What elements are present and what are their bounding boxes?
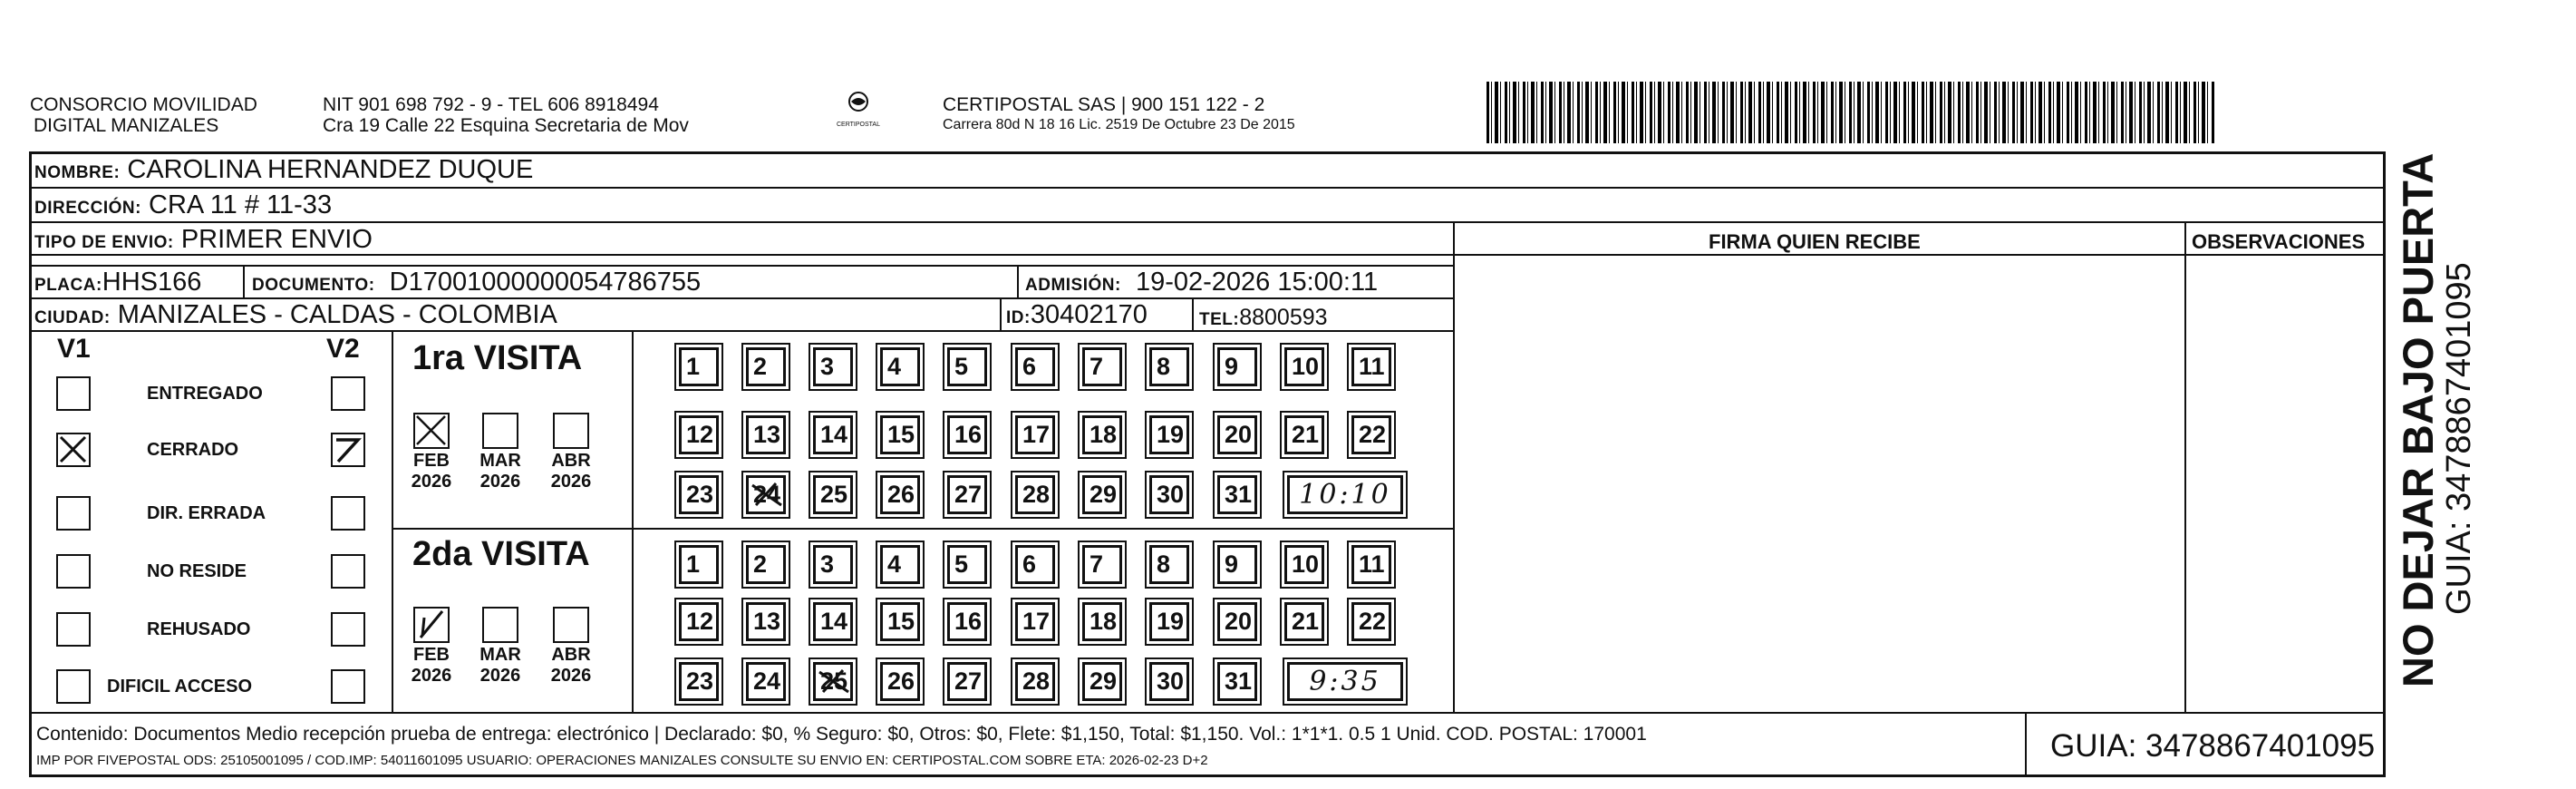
day-checkbox[interactable]: 26 bbox=[880, 662, 920, 701]
day-checkbox[interactable]: 21 bbox=[1284, 602, 1324, 641]
tel-value: 8800593 bbox=[1239, 305, 1328, 330]
day-checkbox[interactable]: 25 bbox=[813, 475, 853, 514]
day-checkbox[interactable]: 4 bbox=[880, 545, 920, 584]
day-checkbox[interactable]: 6 bbox=[1015, 347, 1055, 386]
day-checkbox[interactable]: 8 bbox=[1149, 347, 1189, 386]
cross-mark-icon bbox=[58, 434, 88, 464]
handwritten-mark-icon bbox=[749, 478, 785, 512]
day-checkbox[interactable]: 16 bbox=[947, 415, 987, 454]
day-checkbox[interactable]: 19 bbox=[1149, 415, 1189, 454]
ciudad-label: CIUDAD: bbox=[34, 308, 111, 327]
month-name: MAR bbox=[479, 451, 521, 471]
status-option-label: CERRADO bbox=[147, 440, 239, 460]
day-checkbox[interactable]: 20 bbox=[1217, 602, 1257, 641]
tel-label: TEL: bbox=[1199, 310, 1240, 329]
month-name: ABR bbox=[551, 451, 591, 471]
company-name-line1: CONSORCIO MOVILIDAD bbox=[30, 94, 257, 115]
month-label bbox=[544, 645, 598, 687]
day-checkbox[interactable]: 7 bbox=[1082, 545, 1122, 584]
handwritten-time: 9:35 bbox=[1309, 666, 1381, 697]
status-option-label: DIR. ERRADA bbox=[147, 503, 266, 523]
day-checkbox[interactable]: 8 bbox=[1149, 545, 1189, 584]
v1-checkbox[interactable] bbox=[56, 669, 91, 704]
v2-checkbox[interactable] bbox=[331, 612, 365, 647]
tipo-envio-label: TIPO DE ENVIO: bbox=[34, 233, 174, 252]
direccion-label: DIRECCIÓN: bbox=[34, 199, 141, 218]
status-option-label: REHUSADO bbox=[147, 619, 251, 639]
day-checkbox[interactable]: 20 bbox=[1217, 415, 1257, 454]
day-checkbox[interactable]: 9 bbox=[1217, 347, 1257, 386]
day-checkbox[interactable]: 9 bbox=[1217, 545, 1257, 584]
admision-label: ADMISIÓN: bbox=[1025, 276, 1121, 295]
v2-checkbox[interactable] bbox=[331, 669, 365, 704]
nombre-label: NOMBRE: bbox=[34, 163, 121, 182]
footer-content-line: Contenido: Documentos Medio recepción prueba de entrega: electrónico | Declarado: $0, % Seguro: $0, Otros: $0, Flete: $1,150, Total: $1,150. Vol.: 1*1*1. 0.5 1 Unid. COD. POSTAL: 170001 bbox=[36, 724, 1647, 745]
day-checkbox[interactable]: 12 bbox=[679, 602, 719, 641]
day-checkbox[interactable]: 12 bbox=[679, 415, 719, 454]
day-checkbox[interactable]: 22 bbox=[1351, 415, 1391, 454]
nombre-field bbox=[34, 154, 533, 189]
v1-checkbox[interactable] bbox=[56, 433, 91, 467]
handwritten-time: 10:10 bbox=[1299, 479, 1391, 511]
documento-value: D17001000000054786755 bbox=[389, 268, 702, 297]
month-year: 2026 bbox=[411, 472, 452, 492]
day-checkbox[interactable]: 25 bbox=[813, 662, 853, 701]
month-checkbox[interactable] bbox=[553, 413, 589, 449]
firma-header: FIRMA QUIEN RECIBE bbox=[1709, 230, 1921, 253]
col-line bbox=[2184, 221, 2186, 712]
col-line bbox=[392, 330, 393, 712]
admision-value: 19-02-2026 15:00:11 bbox=[1135, 268, 1379, 297]
day-checkbox[interactable]: 3 bbox=[813, 347, 853, 386]
company-name-line2: DIGITAL MANIZALES bbox=[34, 115, 219, 136]
month-label bbox=[404, 645, 459, 687]
col-line bbox=[243, 265, 245, 297]
cross-mark-icon bbox=[415, 414, 447, 446]
nombre-value: CAROLINA HERNANDEZ DUQUE bbox=[127, 155, 534, 184]
ciudad-value: MANIZALES - CALDAS - COLOMBIA bbox=[117, 300, 557, 329]
col-line bbox=[2025, 712, 2027, 777]
status-option-label: ENTREGADO bbox=[147, 384, 263, 404]
month-year: 2026 bbox=[479, 666, 521, 686]
v1-header: V1 bbox=[57, 334, 91, 364]
slash-mark-icon bbox=[415, 609, 447, 640]
address-line: Cra 19 Calle 22 Esquina Secretaria de Mov bbox=[323, 115, 689, 136]
day-checkbox[interactable]: 24 bbox=[746, 475, 786, 514]
month-checkbox[interactable] bbox=[482, 413, 518, 449]
day-checkbox[interactable]: 3 bbox=[813, 545, 853, 584]
day-checkbox[interactable]: 27 bbox=[947, 662, 987, 701]
day-checkbox[interactable]: 10 bbox=[1284, 347, 1324, 386]
col-line bbox=[632, 330, 634, 712]
handwritten-time-box bbox=[1287, 662, 1403, 701]
month-checkbox[interactable] bbox=[482, 607, 518, 643]
day-checkbox[interactable]: 2 bbox=[746, 545, 786, 584]
side-warning: NO DEJAR BAJO PUERTA bbox=[2394, 152, 2442, 687]
day-checkbox[interactable]: 11 bbox=[1351, 545, 1391, 584]
row-line bbox=[29, 712, 2386, 714]
month-label bbox=[544, 451, 598, 492]
month-year: 2026 bbox=[479, 472, 521, 492]
v1-checkbox[interactable] bbox=[56, 376, 91, 411]
v1-checkbox[interactable] bbox=[56, 612, 91, 647]
col-line bbox=[1000, 297, 1002, 330]
id-field bbox=[1006, 299, 1148, 334]
day-checkbox[interactable]: 13 bbox=[746, 602, 786, 641]
day-checkbox[interactable]: 7 bbox=[1082, 347, 1122, 386]
day-checkbox[interactable]: 6 bbox=[1015, 545, 1055, 584]
day-checkbox[interactable]: 24 bbox=[746, 662, 786, 701]
day-checkbox[interactable]: 29 bbox=[1082, 662, 1122, 701]
footer-print-line: IMP POR FIVEPOSTAL ODS: 25105001095 / COD.IMP: 54011601095 USUARIO: OPERACIONES MANIZALES CONSULTE SU ENVIO EN: CERTIPOSTAL.COM SOBRE ETA: 2026-02-23 D+2 bbox=[36, 753, 1208, 768]
placa-label: PLACA: bbox=[34, 276, 102, 295]
month-checkbox[interactable] bbox=[413, 607, 450, 643]
month-checkbox[interactable] bbox=[413, 413, 450, 449]
certipostal-logo-icon bbox=[831, 87, 886, 141]
day-checkbox[interactable]: 18 bbox=[1082, 602, 1122, 641]
placa-field bbox=[34, 267, 201, 301]
first-visit-title: 1ra VISITA bbox=[412, 339, 583, 377]
documento-label: DOCUMENTO: bbox=[252, 276, 375, 295]
month-name: FEB bbox=[413, 451, 450, 471]
observaciones-header: OBSERVACIONES bbox=[2192, 230, 2366, 253]
month-checkbox[interactable] bbox=[553, 607, 589, 643]
v2-header: V2 bbox=[326, 334, 360, 364]
day-checkbox[interactable]: 30 bbox=[1149, 662, 1189, 701]
license-line: Carrera 80d N 18 16 Lic. 2519 De Octubre 23 De 2015 bbox=[943, 117, 1295, 132]
month-label bbox=[404, 451, 459, 492]
day-checkbox[interactable]: 14 bbox=[813, 415, 853, 454]
day-checkbox[interactable]: 11 bbox=[1351, 347, 1391, 386]
guide-frame bbox=[29, 151, 2386, 777]
id-value: 30402170 bbox=[1030, 300, 1148, 329]
day-checkbox[interactable]: 31 bbox=[1217, 662, 1257, 701]
direccion-value: CRA 11 # 11-33 bbox=[149, 190, 333, 219]
day-checkbox[interactable]: 21 bbox=[1284, 415, 1324, 454]
month-name: MAR bbox=[479, 645, 521, 665]
certipostal-line: CERTIPOSTAL SAS | 900 151 122 - 2 bbox=[943, 94, 1265, 115]
month-label bbox=[473, 451, 528, 492]
day-checkbox[interactable]: 13 bbox=[746, 415, 786, 454]
col-line bbox=[1017, 265, 1019, 297]
documento-field bbox=[252, 267, 701, 301]
day-checkbox[interactable]: 28 bbox=[1015, 475, 1055, 514]
tipo-envio-value: PRIMER ENVIO bbox=[180, 225, 373, 254]
v2-checkbox[interactable] bbox=[331, 376, 365, 411]
month-year: 2026 bbox=[550, 666, 592, 686]
day-checkbox[interactable]: 14 bbox=[813, 602, 853, 641]
status-option-label: DIFICIL ACCESO bbox=[107, 677, 253, 696]
day-checkbox[interactable]: 16 bbox=[947, 602, 987, 641]
day-checkbox[interactable]: 15 bbox=[880, 602, 920, 641]
v1-checkbox[interactable] bbox=[56, 496, 91, 531]
logo-text: CERTIPOSTAL bbox=[837, 122, 880, 128]
side-guia: GUIA: 3478867401095 bbox=[2440, 262, 2478, 615]
id-label: ID: bbox=[1006, 308, 1031, 327]
day-checkbox[interactable]: 5 bbox=[947, 545, 987, 584]
placa-value: HHS166 bbox=[102, 268, 202, 297]
month-name: ABR bbox=[551, 645, 591, 665]
tipo-envio-field bbox=[34, 224, 373, 258]
v2-checkbox[interactable] bbox=[331, 433, 365, 467]
day-checkbox[interactable]: 2 bbox=[746, 347, 786, 386]
certipostal-logo bbox=[831, 87, 886, 141]
ciudad-field bbox=[34, 299, 557, 334]
month-year: 2026 bbox=[411, 666, 452, 686]
v2-checkbox[interactable] bbox=[331, 554, 365, 589]
status-option-label: NO RESIDE bbox=[147, 561, 247, 581]
day-checkbox[interactable]: 4 bbox=[880, 347, 920, 386]
day-checkbox[interactable]: 23 bbox=[679, 475, 719, 514]
month-year: 2026 bbox=[550, 472, 592, 492]
nit-line: NIT 901 698 792 - 9 - TEL 606 8918494 bbox=[323, 94, 659, 115]
direccion-field bbox=[34, 190, 332, 224]
day-checkbox[interactable]: 5 bbox=[947, 347, 987, 386]
day-checkbox[interactable]: 31 bbox=[1217, 475, 1257, 514]
handwritten-mark-icon bbox=[816, 665, 852, 699]
day-checkbox[interactable]: 15 bbox=[880, 415, 920, 454]
day-checkbox[interactable]: 23 bbox=[679, 662, 719, 701]
slash-mark-icon bbox=[333, 434, 363, 464]
second-visit-title: 2da VISITA bbox=[412, 535, 590, 573]
day-checkbox[interactable]: 17 bbox=[1015, 602, 1055, 641]
tel-field bbox=[1199, 302, 1328, 336]
day-checkbox[interactable]: 1 bbox=[679, 545, 719, 584]
admision-field bbox=[1025, 267, 1378, 301]
day-checkbox[interactable]: 19 bbox=[1149, 602, 1189, 641]
day-checkbox[interactable]: 30 bbox=[1149, 475, 1189, 514]
barcode bbox=[1487, 82, 2216, 143]
day-checkbox[interactable]: 17 bbox=[1015, 415, 1055, 454]
handwritten-time-box bbox=[1287, 475, 1403, 514]
month-name: FEB bbox=[413, 645, 450, 665]
v2-checkbox[interactable] bbox=[331, 496, 365, 531]
row-line bbox=[29, 221, 2386, 223]
month-label bbox=[473, 645, 528, 687]
row-line bbox=[29, 254, 2386, 256]
day-checkbox[interactable]: 29 bbox=[1082, 475, 1122, 514]
day-checkbox[interactable]: 18 bbox=[1082, 415, 1122, 454]
day-checkbox[interactable]: 22 bbox=[1351, 602, 1391, 641]
day-checkbox[interactable]: 28 bbox=[1015, 662, 1055, 701]
row-line bbox=[392, 528, 1453, 530]
day-checkbox[interactable]: 27 bbox=[947, 475, 987, 514]
col-line bbox=[1453, 221, 1455, 712]
col-line bbox=[1192, 297, 1194, 330]
day-checkbox[interactable]: 26 bbox=[880, 475, 920, 514]
footer-guia: GUIA: 3478867401095 bbox=[2050, 728, 2376, 764]
day-checkbox[interactable]: 1 bbox=[679, 347, 719, 386]
day-checkbox[interactable]: 10 bbox=[1284, 545, 1324, 584]
v1-checkbox[interactable] bbox=[56, 554, 91, 589]
